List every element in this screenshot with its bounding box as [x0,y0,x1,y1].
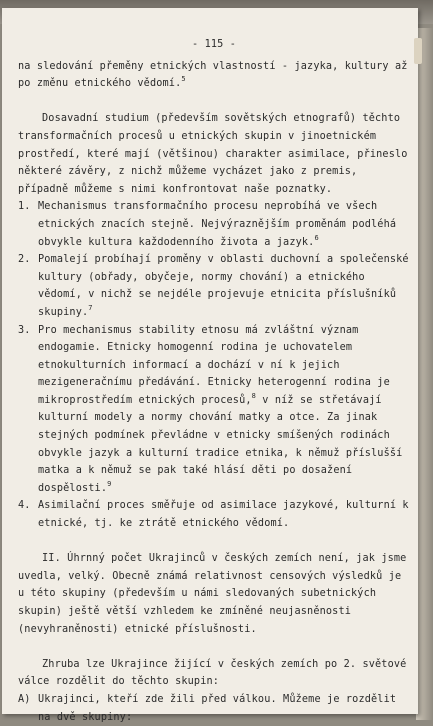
list-number: 3. [18,324,31,336]
list-text: Mechanismus transformačního procesu neprobíhá ve všech etnických znacích stejně. Nejvýraznějším proměnám podléhá obvykle kultura každodenního života a jazyk. [38,201,397,248]
footnote-ref: 5 [181,75,186,84]
paragraph-continuation [18,58,410,93]
list-item-1 [18,198,410,251]
spacer [18,638,410,656]
footnote-ref: 6 [314,233,319,242]
page-edge [416,28,433,720]
section-text: Úhrnný počet Ukrajinců v českých zemích není, jak jsme uvedla, velký. Obecně známá relativnost censových výsledků je u této skupiny (především u námi sledovaných subetnických skupin) ještě větší vzhledem ke zmíněné neujasněnosti (nevyhraněnosti) etnické příslušnosti. [18,553,407,635]
section-two-paragraph [18,550,410,638]
paragraph-intro [18,110,410,198]
list-item-2 [18,251,410,321]
list-item-4 [18,497,410,532]
footnote-ref: 8 [251,391,257,400]
list-number: 2. [18,254,31,266]
spacer [18,533,410,551]
footnote-ref: 9 [107,479,112,488]
footnote-ref: 7 [88,303,93,312]
paragraph-text: Dosavadní studium (především sovětských etnografů) těchto transformačních procesů u etnických skupin v jinoetnickém prostředí, které mají (většinou) charakter asimilace, přineslo některé závěry, z nichž můžeme vycházet jako z premis, případně můžeme s nimi konfrontovat naše poznatky. [18,113,408,195]
list-item-a [18,691,410,726]
list-letter: A) [18,693,31,705]
list-number: 4. [18,500,31,512]
list-text-continued: v níž se střetávají kulturní modely a normy chování matky a otce. Za jinak stejných podmínek převládne v etnicky smíšených rodinách obvykle jazyk a kulturní tradice etnika, k němuž příslušší matka a k němuž se pak také hlásí děti po dosažení dospělosti. [38,394,403,494]
paragraph-groups [18,656,410,691]
paragraph-text: na sledování přeměny etnických vlastností - jazyka, kultury až po změnu etnického vědomí. [18,60,408,90]
list-text: Asimilační proces směřuje od asimilace jazykové, kulturní k etnické, tj. ke ztrátě etnického vědomí. [38,500,409,530]
list-text: Ukrajinci, kteří zde žili před válkou. Můžeme je rozdělit na dvě skupiny: [38,693,397,723]
paragraph-text: Zhruba lze Ukrajince žijící v českých zemích po 2. světové válce rozdělit do těchto skupin: [18,658,407,688]
page-content [18,36,410,726]
list-item-3 [18,322,410,498]
spacer [18,93,410,111]
list-text: Pomalejí probíhají proměny v oblasti duchovní a společenské kultury (obřady, obyčeje, normy chování) a etnického vědomí, v nichž se nejdéle projevuje etnicita příslušníků skupiny. [38,254,409,318]
page-number: - 115 - [192,39,236,50]
section-heading: II. [42,553,61,565]
index-tab [414,38,422,64]
list-number: 1. [18,201,31,213]
list-text: Pro mechanismus stability etnosu má zvláštní význam endogamie. Etnicky homogenní rodina je uchovatelem etnokulturních informací a dochází v ní k jejich mezigeneračnímu předávání. Etnicky heterogenní rodina je mikroprostředím etnických procesů, [38,324,390,406]
